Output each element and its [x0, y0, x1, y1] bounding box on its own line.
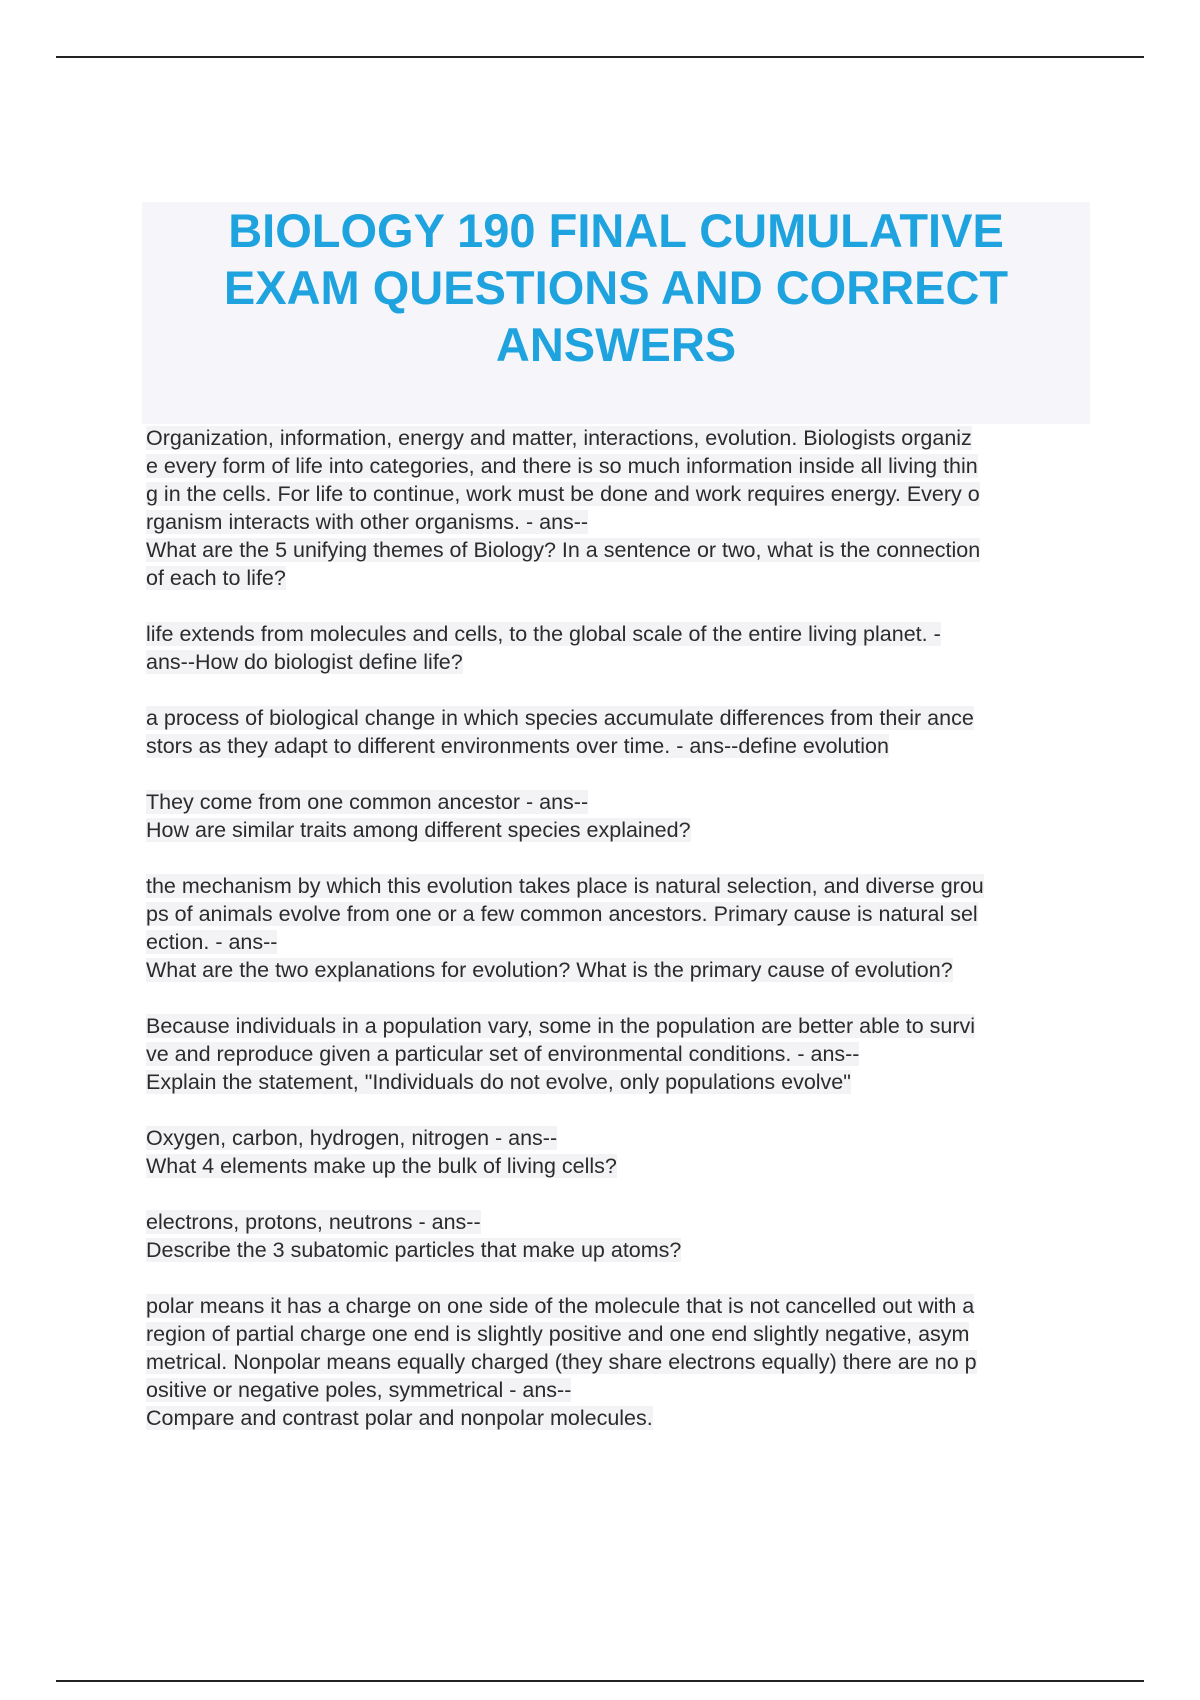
qa-block: [146, 424, 1091, 592]
qa-text: polar means it has a charge on one side of the molecule that is not cancelled out with a: [146, 1294, 975, 1318]
qa-text: life extends from molecules and cells, to the global scale of the entire living planet. -: [146, 622, 941, 646]
qa-text-line: [146, 732, 1091, 760]
qa-content: [146, 424, 1091, 1432]
qa-block: [146, 620, 1091, 676]
qa-text: a process of biological change in which species accumulate differences from their ance: [146, 706, 974, 730]
qa-text-line: [146, 956, 1091, 984]
title-line: ANSWERS: [495, 318, 737, 371]
document-title: [142, 202, 1090, 373]
qa-text-line: [146, 1152, 1091, 1180]
qa-text: e every form of life into categories, and there is so much information inside all living thin: [146, 454, 978, 478]
qa-text-line: [146, 536, 1091, 564]
qa-text: What are the two explanations for evolution? What is the primary cause of evolution?: [146, 958, 953, 982]
qa-text: electrons, protons, neutrons - ans--: [146, 1210, 481, 1234]
qa-text-line: [146, 1404, 1091, 1432]
qa-block: [146, 1292, 1091, 1432]
qa-text-line: [146, 1348, 1091, 1376]
qa-text-line: [146, 1012, 1091, 1040]
qa-text-line: [146, 648, 1091, 676]
qa-block: [146, 704, 1091, 760]
qa-text: ps of animals evolve from one or a few common ancestors. Primary cause is natural sel: [146, 902, 978, 926]
block-spacer: [146, 1180, 1091, 1208]
qa-text: Compare and contrast polar and nonpolar molecules.: [146, 1406, 653, 1430]
qa-block: [146, 788, 1091, 844]
qa-block: [146, 872, 1091, 984]
qa-text: Because individuals in a population vary, some in the population are better able to survi: [146, 1014, 976, 1038]
qa-text-line: [146, 1068, 1091, 1096]
qa-text: What are the 5 unifying themes of Biology? In a sentence or two, what is the connection: [146, 538, 981, 562]
qa-text-line: [146, 1124, 1091, 1152]
qa-text-line: [146, 1320, 1091, 1348]
qa-text: What 4 elements make up the bulk of living cells?: [146, 1154, 617, 1178]
qa-text-line: [146, 704, 1091, 732]
qa-text: Describe the 3 subatomic particles that make up atoms?: [146, 1238, 682, 1262]
qa-text-line: [146, 1236, 1091, 1264]
qa-text: stors as they adapt to different environments over time. - ans--define evolution: [146, 734, 889, 758]
qa-text-line: [146, 452, 1091, 480]
qa-text: the mechanism by which this evolution takes place is natural selection, and diverse grou: [146, 874, 984, 898]
qa-text: of each to life?: [146, 566, 286, 590]
block-spacer: [146, 984, 1091, 1012]
qa-text-line: [146, 900, 1091, 928]
block-spacer: [146, 1264, 1091, 1292]
block-spacer: [146, 1096, 1091, 1124]
qa-text: g in the cells. For life to continue, work must be done and work requires energy. Every o: [146, 482, 980, 506]
qa-text-line: [146, 1292, 1091, 1320]
title-line: EXAM QUESTIONS AND CORRECT: [223, 261, 1009, 314]
block-spacer: [146, 592, 1091, 620]
qa-text-line: [146, 872, 1091, 900]
qa-block: [146, 1208, 1091, 1264]
qa-text: region of partial charge one end is slightly positive and one end slightly negative, asym: [146, 1322, 970, 1346]
qa-text-line: [146, 620, 1091, 648]
qa-text-line: [146, 1208, 1091, 1236]
qa-text: How are similar traits among different species explained?: [146, 818, 691, 842]
qa-text-line: [146, 1376, 1091, 1404]
qa-text-line: [146, 928, 1091, 956]
title-line: BIOLOGY 190 FINAL CUMULATIVE: [228, 204, 1004, 257]
title-banner: [142, 202, 1090, 424]
block-spacer: [146, 760, 1091, 788]
qa-text: ans--How do biologist define life?: [146, 650, 463, 674]
qa-text: metrical. Nonpolar means equally charged (they share electrons equally) there are no p: [146, 1350, 977, 1374]
qa-text: Organization, information, energy and matter, interactions, evolution. Biologists organiz: [146, 426, 972, 450]
qa-block: [146, 1124, 1091, 1180]
qa-text-line: [146, 816, 1091, 844]
qa-text: ositive or negative poles, symmetrical - ans--: [146, 1378, 572, 1402]
qa-text-line: [146, 508, 1091, 536]
qa-block: [146, 1012, 1091, 1096]
qa-text: ection. - ans--: [146, 930, 278, 954]
block-spacer: [146, 676, 1091, 704]
qa-text: Explain the statement, "Individuals do not evolve, only populations evolve": [146, 1070, 851, 1094]
qa-text-line: [146, 564, 1091, 592]
qa-text-line: [146, 1040, 1091, 1068]
qa-text: rganism interacts with other organisms. - ans--: [146, 510, 589, 534]
qa-text: ve and reproduce given a particular set of environmental conditions. - ans--: [146, 1042, 860, 1066]
qa-text-line: [146, 480, 1091, 508]
qa-text: They come from one common ancestor - ans--: [146, 790, 589, 814]
page-top-rule: [56, 56, 1144, 58]
page-bottom-rule: [56, 1680, 1144, 1682]
block-spacer: [146, 844, 1091, 872]
qa-text-line: [146, 424, 1091, 452]
qa-text: Oxygen, carbon, hydrogen, nitrogen - ans--: [146, 1126, 558, 1150]
qa-text-line: [146, 788, 1091, 816]
